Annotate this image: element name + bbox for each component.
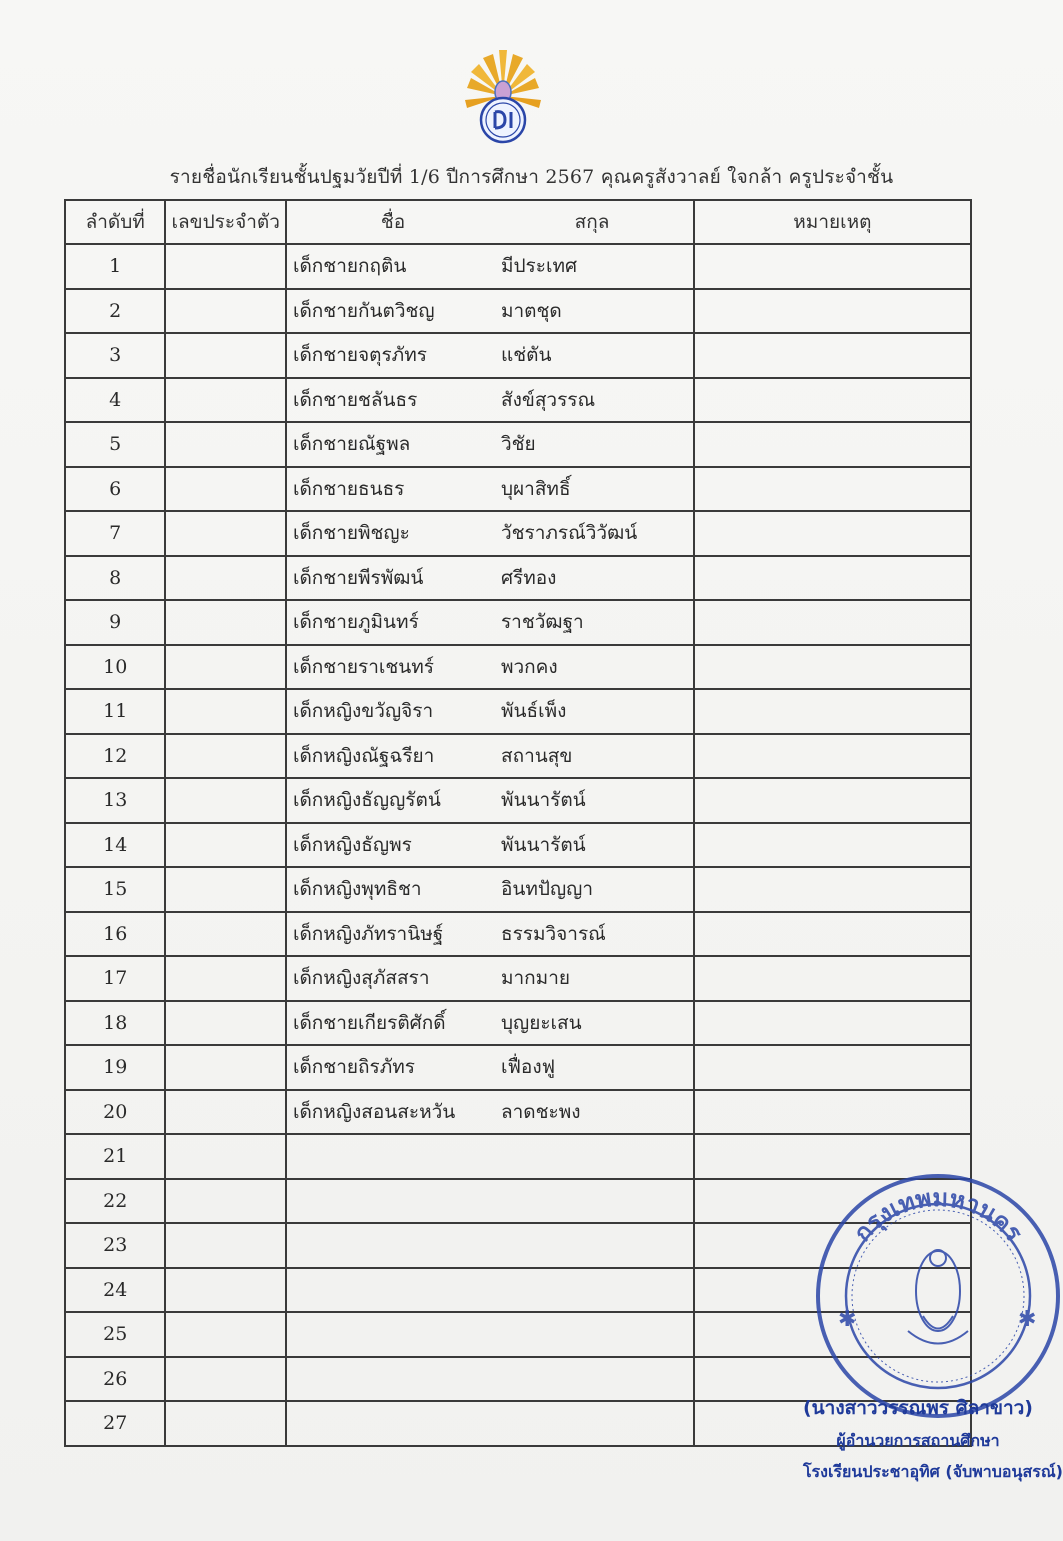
row-first-name: เด็กชายณัฐพล <box>292 433 411 456</box>
row-student-id <box>165 1179 286 1224</box>
table-row <box>65 867 971 912</box>
row-name <box>286 689 694 734</box>
row-note <box>694 467 971 512</box>
row-name <box>286 734 694 779</box>
row-name <box>286 1134 694 1179</box>
table-row <box>65 823 971 868</box>
row-first-name: เด็กชายจตุรภัทร <box>292 344 427 367</box>
row-first-name: เด็กหญิงธัญญรัตน์ <box>292 789 441 812</box>
row-note <box>694 1090 971 1135</box>
table-row <box>65 333 971 378</box>
row-student-id <box>165 912 286 957</box>
row-first-name: เด็กชายภูมินทร์ <box>292 611 419 634</box>
row-number: 15 <box>65 867 165 912</box>
row-last-name: มาตชุด <box>500 299 562 322</box>
svg-text:✱: ✱ <box>838 1307 857 1332</box>
signature-block <box>773 1393 1063 1485</box>
table-row <box>65 778 971 823</box>
row-student-id <box>165 1090 286 1135</box>
row-last-name: มากมาย <box>500 967 570 990</box>
row-note <box>694 734 971 779</box>
row-name <box>286 1401 694 1446</box>
row-first-name: เด็กชายกฤติน <box>292 255 407 278</box>
row-name <box>286 1179 694 1224</box>
row-last-name: สังข์สุวรรณ <box>500 388 596 411</box>
row-last-name: วัชราภรณ์วิวัฒน์ <box>500 522 638 545</box>
row-student-id <box>165 600 286 645</box>
row-name <box>286 1357 694 1402</box>
row-name <box>286 645 694 690</box>
table-row <box>65 422 971 467</box>
row-number: 22 <box>65 1179 165 1224</box>
row-student-id <box>165 956 286 1001</box>
row-number: 19 <box>65 1045 165 1090</box>
signatory-position: ผู้อำนวยการสถานศึกษา <box>836 1431 1000 1450</box>
table-header-row <box>65 200 971 244</box>
row-name <box>286 511 694 556</box>
table-row <box>65 645 971 690</box>
stamp-text: กรุงเทพมหานคร <box>848 1183 1028 1247</box>
row-first-name: เด็กหญิงภัทรานิษฐ์ <box>292 922 444 945</box>
row-first-name: เด็กหญิงธัญพร <box>292 833 412 856</box>
row-student-id <box>165 1001 286 1046</box>
row-student-id <box>165 778 286 823</box>
row-last-name: ลาดชะพง <box>500 1100 581 1123</box>
row-first-name: เด็กชายพีรพัฒน์ <box>292 566 424 589</box>
row-first-name: เด็กหญิงพุทธิชา <box>292 878 422 901</box>
row-name <box>286 289 694 334</box>
row-last-name: วิชัย <box>500 433 536 456</box>
row-number: 12 <box>65 734 165 779</box>
row-student-id <box>165 244 286 289</box>
table-row <box>65 1090 971 1135</box>
row-note <box>694 956 971 1001</box>
row-student-id <box>165 289 286 334</box>
row-first-name: เด็กชายถิรภัทร <box>292 1056 415 1079</box>
row-last-name: บุญยะเสน <box>500 1011 582 1034</box>
table-row <box>65 467 971 512</box>
row-number: 13 <box>65 778 165 823</box>
row-student-id <box>165 1045 286 1090</box>
signatory-name: (นางสาววรรณพร ศิลาขาว) <box>803 1397 1033 1419</box>
row-student-id <box>165 734 286 779</box>
row-first-name: เด็กชายกันตวิชญ <box>292 299 435 322</box>
row-number: 1 <box>65 244 165 289</box>
row-last-name: อินทปัญญา <box>500 878 593 901</box>
row-name <box>286 956 694 1001</box>
row-note <box>694 333 971 378</box>
row-note <box>694 556 971 601</box>
row-number: 4 <box>65 378 165 423</box>
row-number: 2 <box>65 289 165 334</box>
row-first-name: เด็กชายธนธร <box>292 477 405 500</box>
row-last-name: สถานสุข <box>500 744 573 767</box>
table-row <box>65 244 971 289</box>
row-number: 16 <box>65 912 165 957</box>
col-header-last-name: สกุล <box>574 211 610 233</box>
col-header-name <box>286 200 694 244</box>
row-name <box>286 244 694 289</box>
row-name <box>286 778 694 823</box>
row-last-name: ราชวัฒฐา <box>500 611 584 634</box>
row-number: 3 <box>65 333 165 378</box>
row-note <box>694 1001 971 1046</box>
row-number: 9 <box>65 600 165 645</box>
row-last-name: พันนารัตน์ <box>500 833 586 856</box>
row-last-name: ธรรมวิจารณ์ <box>500 922 606 945</box>
svg-text:✱: ✱ <box>1018 1307 1037 1332</box>
table-row <box>65 912 971 957</box>
row-first-name: เด็กหญิงสอนสะหวัน <box>292 1100 456 1123</box>
row-note <box>694 378 971 423</box>
row-student-id <box>165 689 286 734</box>
official-stamp <box>808 1166 1063 1426</box>
col-header-student-id: เลขประจำตัว <box>165 200 286 244</box>
row-first-name: เด็กชายพิชญะ <box>292 522 410 545</box>
table-row <box>65 556 971 601</box>
row-student-id <box>165 1357 286 1402</box>
row-number: 26 <box>65 1357 165 1402</box>
col-header-no: ลำดับที่ <box>65 200 165 244</box>
row-student-id <box>165 511 286 556</box>
col-header-first-name: ชื่อ <box>380 211 406 233</box>
row-note <box>694 289 971 334</box>
row-first-name: เด็กหญิงขวัญจิรา <box>292 700 434 723</box>
row-first-name: เด็กชายชลันธร <box>292 388 418 411</box>
row-name <box>286 1312 694 1357</box>
row-name <box>286 378 694 423</box>
row-name <box>286 556 694 601</box>
row-student-id <box>165 1223 286 1268</box>
row-student-id <box>165 422 286 467</box>
row-name <box>286 422 694 467</box>
row-number: 10 <box>65 645 165 690</box>
col-header-note: หมายเหตุ <box>694 200 971 244</box>
row-last-name: พันธ์เพ็ง <box>500 700 567 723</box>
row-number: 25 <box>65 1312 165 1357</box>
row-student-id <box>165 467 286 512</box>
row-last-name: บุผาสิทธิ์ <box>500 477 571 500</box>
page-title: รายชื่อนักเรียนชั้นปฐมวัยปีที่ 1/6 ปีการศึกษา 2567 คุณครูสังวาลย์ ใจกล้า ครูประจำชั้น <box>169 166 894 188</box>
row-name <box>286 867 694 912</box>
row-student-id <box>165 1268 286 1313</box>
row-number: 7 <box>65 511 165 556</box>
row-note <box>694 645 971 690</box>
table-row <box>65 289 971 334</box>
row-last-name: ศรีทอง <box>500 566 557 589</box>
row-number: 24 <box>65 1268 165 1313</box>
row-number: 17 <box>65 956 165 1001</box>
row-last-name: แช่ตัน <box>500 344 552 367</box>
row-name <box>286 1001 694 1046</box>
row-student-id <box>165 823 286 868</box>
table-row <box>65 600 971 645</box>
row-name <box>286 1268 694 1313</box>
row-first-name: เด็กหญิงณัฐฉรียา <box>292 744 435 767</box>
row-student-id <box>165 1401 286 1446</box>
row-name <box>286 1223 694 1268</box>
row-last-name: เฟื่องฟู <box>500 1056 556 1079</box>
row-last-name: พันนารัตน์ <box>500 789 586 812</box>
row-note <box>694 689 971 734</box>
row-note <box>694 867 971 912</box>
school-logo <box>455 48 551 148</box>
row-number: 5 <box>65 422 165 467</box>
row-student-id <box>165 333 286 378</box>
row-number: 8 <box>65 556 165 601</box>
row-first-name: เด็กชายราเชนทร์ <box>292 655 434 678</box>
stamp-emblem <box>908 1250 968 1344</box>
table-row <box>65 511 971 556</box>
row-number: 14 <box>65 823 165 868</box>
row-note <box>694 511 971 556</box>
row-note <box>694 912 971 957</box>
table-row <box>65 689 971 734</box>
row-note <box>694 244 971 289</box>
signatory-school: โรงเรียนประชาอุทิศ (จับพาบอนุสรณ์) <box>802 1462 1063 1481</box>
row-note <box>694 1045 971 1090</box>
table-row <box>65 1045 971 1090</box>
table-row <box>65 1001 971 1046</box>
row-name <box>286 600 694 645</box>
row-name <box>286 1090 694 1135</box>
row-number: 18 <box>65 1001 165 1046</box>
row-name <box>286 1045 694 1090</box>
row-note <box>694 823 971 868</box>
row-number: 21 <box>65 1134 165 1179</box>
row-note <box>694 600 971 645</box>
row-number: 23 <box>65 1223 165 1268</box>
row-student-id <box>165 1312 286 1357</box>
row-first-name: เด็กหญิงสุภัสสรา <box>292 967 430 990</box>
row-student-id <box>165 645 286 690</box>
row-number: 6 <box>65 467 165 512</box>
row-number: 20 <box>65 1090 165 1135</box>
row-note <box>694 778 971 823</box>
row-name <box>286 912 694 957</box>
table-row <box>65 956 971 1001</box>
row-name <box>286 823 694 868</box>
table-row <box>65 378 971 423</box>
row-number: 27 <box>65 1401 165 1446</box>
row-last-name: พวกคง <box>500 655 558 678</box>
row-student-id <box>165 867 286 912</box>
row-student-id <box>165 378 286 423</box>
table-row <box>65 734 971 779</box>
row-note <box>694 422 971 467</box>
row-student-id <box>165 556 286 601</box>
row-student-id <box>165 1134 286 1179</box>
row-last-name: มีประเทศ <box>500 255 578 278</box>
row-name <box>286 467 694 512</box>
row-name <box>286 333 694 378</box>
row-first-name: เด็กชายเกียรติศักดิ์ <box>292 1011 446 1034</box>
row-number: 11 <box>65 689 165 734</box>
